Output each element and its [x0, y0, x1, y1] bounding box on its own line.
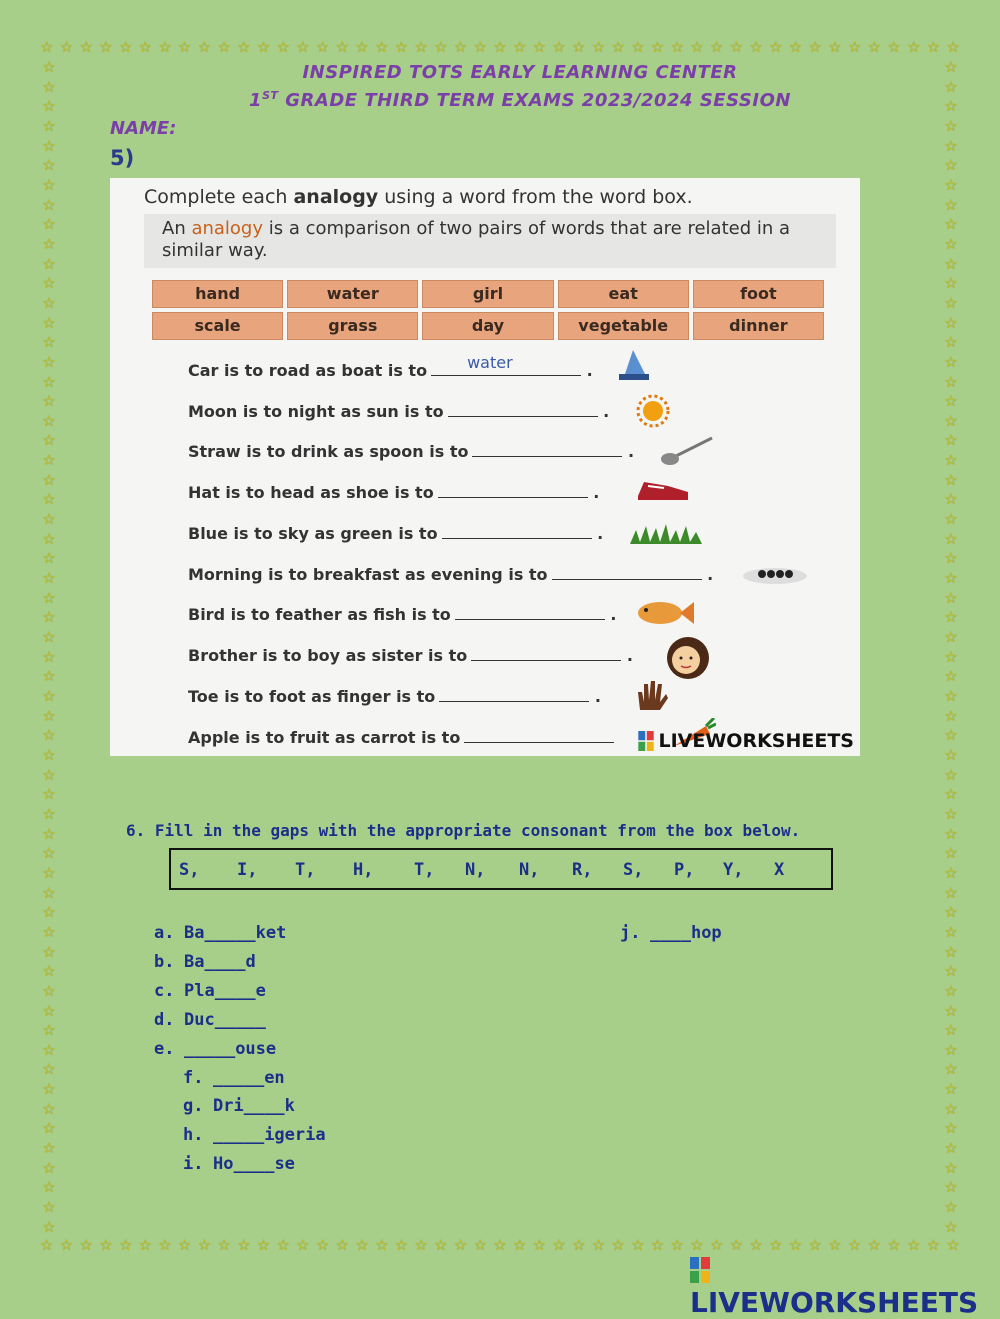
star-icon: ☆ — [591, 1236, 606, 1254]
star-icon: ☆ — [355, 1236, 369, 1254]
star-icon: ☆ — [828, 38, 842, 56]
star-icon: ☆ — [42, 765, 56, 784]
star-icon: ☆ — [944, 254, 958, 273]
star-icon: ☆ — [512, 38, 527, 56]
star-icon: ☆ — [42, 883, 56, 902]
word-box-cell: eat — [558, 280, 689, 308]
star-icon: ☆ — [944, 942, 958, 961]
star-icon: ☆ — [276, 1236, 290, 1254]
star-icon: ☆ — [42, 608, 56, 627]
star-icon: ☆ — [944, 156, 958, 175]
question-5-number: 5) — [110, 146, 135, 170]
star-icon: ☆ — [473, 1236, 487, 1254]
star-icon: ☆ — [944, 1060, 958, 1079]
gap-item[interactable]: i. Ho____se — [183, 1154, 295, 1174]
answer-blank[interactable] — [439, 687, 589, 702]
word-box-cell: scale — [152, 312, 283, 340]
star-icon: ☆ — [42, 116, 56, 135]
consonant-letter: T, — [414, 860, 435, 880]
consonant-letter: X — [774, 860, 785, 880]
exam-title: 1ST GRADE THIRD TERM EXAMS 2023/2024 SESSION — [249, 89, 791, 111]
analogy-row: Blue is to sky as green is to . — [188, 524, 604, 543]
star-icon: ☆ — [944, 903, 958, 922]
word-box-cell: grass — [287, 312, 418, 340]
star-border-left — [40, 58, 58, 1236]
star-icon: ☆ — [944, 549, 958, 568]
star-icon: ☆ — [197, 1236, 212, 1254]
star-icon: ☆ — [42, 981, 56, 1000]
star-icon: ☆ — [42, 1080, 56, 1099]
school-title: INSPIRED TOTS EARLY LEARNING CENTER — [302, 62, 738, 83]
answer-blank[interactable]: water — [431, 361, 581, 376]
star-icon: ☆ — [944, 726, 958, 745]
gap-item[interactable]: a. Ba_____ket — [154, 923, 287, 943]
star-icon: ☆ — [79, 1236, 93, 1254]
star-icon: ☆ — [42, 274, 56, 293]
analogy-row: Brother is to boy as sister is to . — [188, 646, 633, 665]
gap-item[interactable]: f. _____en — [183, 1068, 285, 1088]
star-icon: ☆ — [40, 38, 54, 56]
analogy-row: Toe is to foot as finger is to . — [188, 687, 601, 706]
star-icon: ☆ — [769, 38, 783, 56]
star-icon: ☆ — [42, 1001, 56, 1020]
star-icon: ☆ — [42, 58, 56, 76]
star-icon: ☆ — [79, 38, 93, 56]
star-icon: ☆ — [42, 1060, 56, 1079]
definition-box — [144, 214, 836, 268]
shoe-icon — [634, 476, 692, 504]
star-icon: ☆ — [906, 38, 921, 56]
star-icon: ☆ — [394, 38, 409, 56]
star-icon: ☆ — [394, 1236, 409, 1254]
star-icon: ☆ — [42, 529, 56, 548]
star-icon: ☆ — [59, 1236, 74, 1254]
star-icon: ☆ — [296, 38, 310, 56]
word-box-cell: water — [287, 280, 418, 308]
star-icon: ☆ — [611, 1236, 625, 1254]
answer-blank[interactable] — [471, 646, 621, 661]
star-icon: ☆ — [944, 58, 958, 76]
star-icon: ☆ — [532, 1236, 547, 1254]
star-icon: ☆ — [944, 293, 958, 312]
star-icon: ☆ — [690, 38, 704, 56]
star-icon: ☆ — [749, 38, 763, 56]
star-icon: ☆ — [944, 687, 958, 705]
star-icon: ☆ — [944, 1080, 958, 1099]
answer-blank[interactable] — [448, 402, 598, 417]
star-icon: ☆ — [808, 38, 822, 56]
consonant-box — [169, 848, 833, 890]
liveworksheets-logo[interactable]: LIVEWORKSHEETS — [690, 1253, 1000, 1319]
star-icon: ☆ — [42, 97, 56, 116]
star-icon: ☆ — [59, 38, 74, 56]
star-icon: ☆ — [374, 38, 389, 56]
star-icon: ☆ — [118, 38, 133, 56]
star-icon: ☆ — [118, 1236, 133, 1254]
star-icon: ☆ — [769, 1236, 783, 1254]
sun-icon — [636, 394, 670, 428]
star-icon: ☆ — [944, 116, 958, 135]
star-icon: ☆ — [42, 156, 56, 175]
star-icon: ☆ — [788, 38, 803, 56]
star-icon: ☆ — [197, 38, 212, 56]
star-icon: ☆ — [944, 392, 958, 411]
star-icon: ☆ — [926, 1236, 941, 1254]
star-icon: ☆ — [315, 1236, 330, 1254]
star-icon: ☆ — [42, 588, 56, 607]
star-icon: ☆ — [944, 785, 958, 804]
star-icon: ☆ — [158, 38, 172, 56]
star-icon: ☆ — [552, 1236, 566, 1254]
star-icon: ☆ — [944, 569, 958, 588]
star-icon: ☆ — [944, 411, 958, 430]
gap-item[interactable]: j. ____hop — [620, 923, 722, 943]
star-icon: ☆ — [99, 1236, 113, 1254]
star-icon: ☆ — [355, 38, 369, 56]
star-icon: ☆ — [177, 1236, 192, 1254]
word-box-cell: hand — [152, 280, 283, 308]
star-icon: ☆ — [944, 981, 958, 1000]
star-icon: ☆ — [944, 765, 958, 784]
star-icon: ☆ — [42, 1119, 56, 1138]
star-icon: ☆ — [42, 77, 56, 96]
star-icon: ☆ — [42, 1099, 56, 1118]
star-icon: ☆ — [944, 195, 958, 214]
star-icon: ☆ — [315, 38, 330, 56]
star-icon: ☆ — [335, 38, 349, 56]
star-icon: ☆ — [944, 1158, 958, 1177]
gap-item[interactable]: b. Ba____d — [154, 952, 256, 972]
star-icon: ☆ — [42, 1217, 56, 1236]
star-icon: ☆ — [926, 38, 941, 56]
star-icon: ☆ — [42, 195, 56, 214]
analogy-row: Moon is to night as sun is to . — [188, 402, 610, 421]
consonant-letter: H, — [353, 860, 374, 880]
hand-icon — [632, 678, 668, 712]
star-icon: ☆ — [42, 628, 56, 647]
star-icon: ☆ — [944, 824, 958, 843]
star-icon: ☆ — [944, 1001, 958, 1020]
star-icon: ☆ — [571, 38, 586, 56]
star-icon: ☆ — [650, 38, 665, 56]
word-box-cell: dinner — [693, 312, 824, 340]
star-icon: ☆ — [512, 1236, 527, 1254]
star-icon: ☆ — [42, 372, 56, 391]
consonant-letter: N, — [465, 860, 486, 880]
star-icon: ☆ — [591, 38, 606, 56]
star-icon: ☆ — [256, 1236, 271, 1254]
analogy-row: Hat is to head as shoe is to . — [188, 483, 600, 502]
gap-item[interactable]: d. Duc_____ — [154, 1010, 266, 1030]
star-icon: ☆ — [552, 38, 566, 56]
consonant-letter: N, — [519, 860, 540, 880]
star-icon: ☆ — [42, 844, 56, 863]
star-icon: ☆ — [434, 1236, 448, 1254]
worksheet-title: Complete each analogy using a word from the word box. — [144, 186, 693, 208]
star-icon: ☆ — [944, 1198, 958, 1217]
star-icon: ☆ — [944, 215, 958, 234]
star-icon: ☆ — [788, 1236, 803, 1254]
star-icon: ☆ — [42, 1178, 56, 1197]
star-icon: ☆ — [944, 136, 958, 155]
analogy-row: Straw is to drink as spoon is to . — [188, 442, 635, 461]
answer-blank[interactable] — [464, 728, 614, 743]
star-icon: ☆ — [42, 451, 56, 470]
consonant-letter: P, — [674, 860, 695, 880]
star-icon: ☆ — [944, 1217, 958, 1236]
word-box-cell: foot — [693, 280, 824, 308]
star-icon: ☆ — [42, 313, 56, 332]
star-icon: ☆ — [670, 1236, 684, 1254]
boat-icon — [615, 348, 651, 384]
star-icon: ☆ — [42, 647, 56, 666]
star-icon: ☆ — [42, 254, 56, 273]
star-icon: ☆ — [42, 234, 56, 253]
word-box-cell: vegetable — [558, 312, 689, 340]
star-icon: ☆ — [42, 687, 56, 705]
star-icon: ☆ — [42, 392, 56, 411]
star-icon: ☆ — [944, 647, 958, 666]
star-icon: ☆ — [473, 38, 487, 56]
star-icon: ☆ — [532, 38, 547, 56]
analogy-row: Bird is to feather as fish is to . — [188, 605, 617, 624]
star-icon: ☆ — [670, 38, 684, 56]
star-icon: ☆ — [944, 1040, 958, 1059]
star-icon: ☆ — [237, 1236, 251, 1254]
star-icon: ☆ — [944, 628, 958, 647]
fish-icon — [634, 598, 696, 628]
consonant-letter: R, — [572, 860, 593, 880]
star-icon: ☆ — [42, 510, 56, 529]
star-icon: ☆ — [946, 1236, 960, 1254]
star-icon: ☆ — [946, 38, 960, 56]
star-icon: ☆ — [944, 313, 958, 332]
star-icon: ☆ — [453, 38, 468, 56]
star-icon: ☆ — [944, 352, 958, 371]
star-icon: ☆ — [42, 667, 56, 686]
star-icon: ☆ — [611, 38, 625, 56]
star-icon: ☆ — [944, 451, 958, 470]
star-icon: ☆ — [944, 97, 958, 116]
star-icon: ☆ — [944, 490, 958, 509]
star-icon: ☆ — [944, 745, 958, 764]
star-icon: ☆ — [42, 824, 56, 843]
answer-blank[interactable] — [455, 605, 605, 620]
star-icon: ☆ — [887, 38, 901, 56]
star-icon: ☆ — [158, 1236, 172, 1254]
analogy-row: Morning is to breakfast as evening is to . — [188, 565, 714, 584]
consonant-letter: Y, — [723, 860, 744, 880]
star-icon: ☆ — [944, 863, 958, 882]
star-icon: ☆ — [177, 38, 192, 56]
star-icon: ☆ — [42, 726, 56, 745]
star-border-right — [942, 58, 960, 1236]
star-icon: ☆ — [944, 588, 958, 607]
star-icon: ☆ — [944, 844, 958, 863]
star-icon: ☆ — [944, 234, 958, 253]
star-icon: ☆ — [944, 333, 958, 352]
star-icon: ☆ — [414, 38, 428, 56]
dinner-plate-icon — [740, 564, 810, 586]
star-icon: ☆ — [42, 411, 56, 430]
star-icon: ☆ — [631, 38, 645, 56]
star-icon: ☆ — [944, 77, 958, 96]
star-icon: ☆ — [944, 372, 958, 391]
star-icon: ☆ — [944, 667, 958, 686]
star-icon: ☆ — [709, 1236, 724, 1254]
star-icon: ☆ — [42, 962, 56, 981]
star-icon: ☆ — [944, 1021, 958, 1040]
star-icon: ☆ — [944, 470, 958, 489]
analogy-worksheet — [110, 178, 860, 756]
word-box-cell: girl — [422, 280, 553, 308]
star-icon: ☆ — [944, 883, 958, 902]
star-icon: ☆ — [42, 903, 56, 922]
star-icon: ☆ — [944, 962, 958, 981]
star-icon: ☆ — [42, 293, 56, 312]
word-box-cell: day — [422, 312, 553, 340]
star-icon: ☆ — [138, 38, 152, 56]
star-icon: ☆ — [256, 38, 271, 56]
star-icon: ☆ — [808, 1236, 822, 1254]
star-icon: ☆ — [493, 38, 507, 56]
star-icon: ☆ — [42, 745, 56, 764]
star-icon: ☆ — [867, 38, 881, 56]
star-icon: ☆ — [296, 1236, 310, 1254]
star-icon: ☆ — [944, 706, 958, 725]
star-icon: ☆ — [42, 569, 56, 588]
star-icon: ☆ — [42, 942, 56, 961]
star-icon: ☆ — [42, 431, 56, 450]
star-icon: ☆ — [944, 804, 958, 823]
star-icon: ☆ — [944, 1119, 958, 1138]
star-icon: ☆ — [828, 1236, 842, 1254]
star-border-top — [40, 38, 960, 56]
star-icon: ☆ — [631, 1236, 645, 1254]
star-icon: ☆ — [944, 608, 958, 627]
star-icon: ☆ — [42, 785, 56, 804]
star-icon: ☆ — [729, 38, 744, 56]
girl-face-icon — [658, 636, 724, 680]
star-icon: ☆ — [944, 1099, 958, 1118]
star-icon: ☆ — [434, 38, 448, 56]
liveworksheets-watermark: LIVEWORKSHEETS — [638, 730, 854, 752]
star-icon: ☆ — [42, 352, 56, 371]
star-icon: ☆ — [650, 1236, 665, 1254]
star-icon: ☆ — [729, 1236, 744, 1254]
star-icon: ☆ — [42, 1040, 56, 1059]
star-icon: ☆ — [42, 863, 56, 882]
star-icon: ☆ — [42, 922, 56, 941]
name-label: NAME: — [110, 118, 177, 139]
star-icon: ☆ — [944, 431, 958, 450]
grass-icon — [628, 522, 704, 546]
star-icon: ☆ — [847, 1236, 862, 1254]
answer-blank[interactable] — [472, 442, 622, 457]
star-icon: ☆ — [867, 1236, 881, 1254]
star-icon: ☆ — [887, 1236, 901, 1254]
answer-blank[interactable] — [442, 524, 592, 539]
analogy-row: Apple is to fruit as carrot is to — [188, 728, 614, 747]
star-icon: ☆ — [42, 215, 56, 234]
star-icon: ☆ — [276, 38, 290, 56]
star-icon: ☆ — [453, 1236, 468, 1254]
star-icon: ☆ — [944, 1139, 958, 1158]
answer-blank[interactable] — [552, 565, 702, 580]
question-6-instruction: 6. Fill in the gaps with the appropriate consonant from the box below. — [126, 821, 801, 840]
star-icon: ☆ — [944, 922, 958, 941]
spoon-icon — [658, 434, 716, 468]
star-icon: ☆ — [374, 1236, 389, 1254]
consonant-letter: S, — [623, 860, 644, 880]
liveworksheets-logo-icon — [690, 1257, 710, 1283]
star-icon: ☆ — [40, 1236, 54, 1254]
star-icon: ☆ — [335, 1236, 349, 1254]
consonant-letter: I, — [237, 860, 258, 880]
star-icon: ☆ — [42, 333, 56, 352]
star-icon: ☆ — [690, 1236, 704, 1254]
star-icon: ☆ — [42, 175, 56, 194]
star-icon: ☆ — [42, 470, 56, 489]
consonant-letter: T, — [295, 860, 316, 880]
gap-item[interactable]: e. _____ouse — [154, 1039, 277, 1059]
star-icon: ☆ — [571, 1236, 586, 1254]
gap-item[interactable]: h. _____igeria — [183, 1125, 326, 1145]
word-box — [152, 280, 824, 340]
star-icon: ☆ — [847, 38, 862, 56]
star-icon: ☆ — [42, 804, 56, 823]
star-icon: ☆ — [493, 1236, 507, 1254]
star-icon: ☆ — [42, 1021, 56, 1040]
star-icon: ☆ — [944, 510, 958, 529]
definition-text: An analogy is a comparison of two pairs of words that are related in a similar way. — [162, 218, 791, 261]
gap-item[interactable]: c. Pla____e — [154, 981, 266, 1001]
star-icon: ☆ — [42, 1158, 56, 1177]
star-icon: ☆ — [217, 38, 231, 56]
star-border-bottom — [40, 1236, 960, 1254]
star-icon: ☆ — [237, 38, 251, 56]
star-icon: ☆ — [42, 490, 56, 509]
consonant-letter: S, — [179, 860, 200, 880]
star-icon: ☆ — [944, 529, 958, 548]
star-icon: ☆ — [944, 1178, 958, 1197]
answer-blank[interactable] — [438, 483, 588, 498]
star-icon: ☆ — [42, 706, 56, 725]
star-icon: ☆ — [709, 38, 724, 56]
analogy-row: Car is to road as boat is to water . — [188, 353, 593, 380]
star-icon: ☆ — [944, 274, 958, 293]
star-icon: ☆ — [414, 1236, 428, 1254]
star-icon: ☆ — [42, 1139, 56, 1158]
gap-item[interactable]: g. Dri____k — [183, 1096, 295, 1116]
star-icon: ☆ — [42, 1198, 56, 1217]
star-icon: ☆ — [944, 175, 958, 194]
star-icon: ☆ — [99, 38, 113, 56]
star-icon: ☆ — [217, 1236, 231, 1254]
star-icon: ☆ — [906, 1236, 921, 1254]
star-icon: ☆ — [42, 136, 56, 155]
star-icon: ☆ — [749, 1236, 763, 1254]
star-icon: ☆ — [138, 1236, 152, 1254]
star-icon: ☆ — [42, 549, 56, 568]
